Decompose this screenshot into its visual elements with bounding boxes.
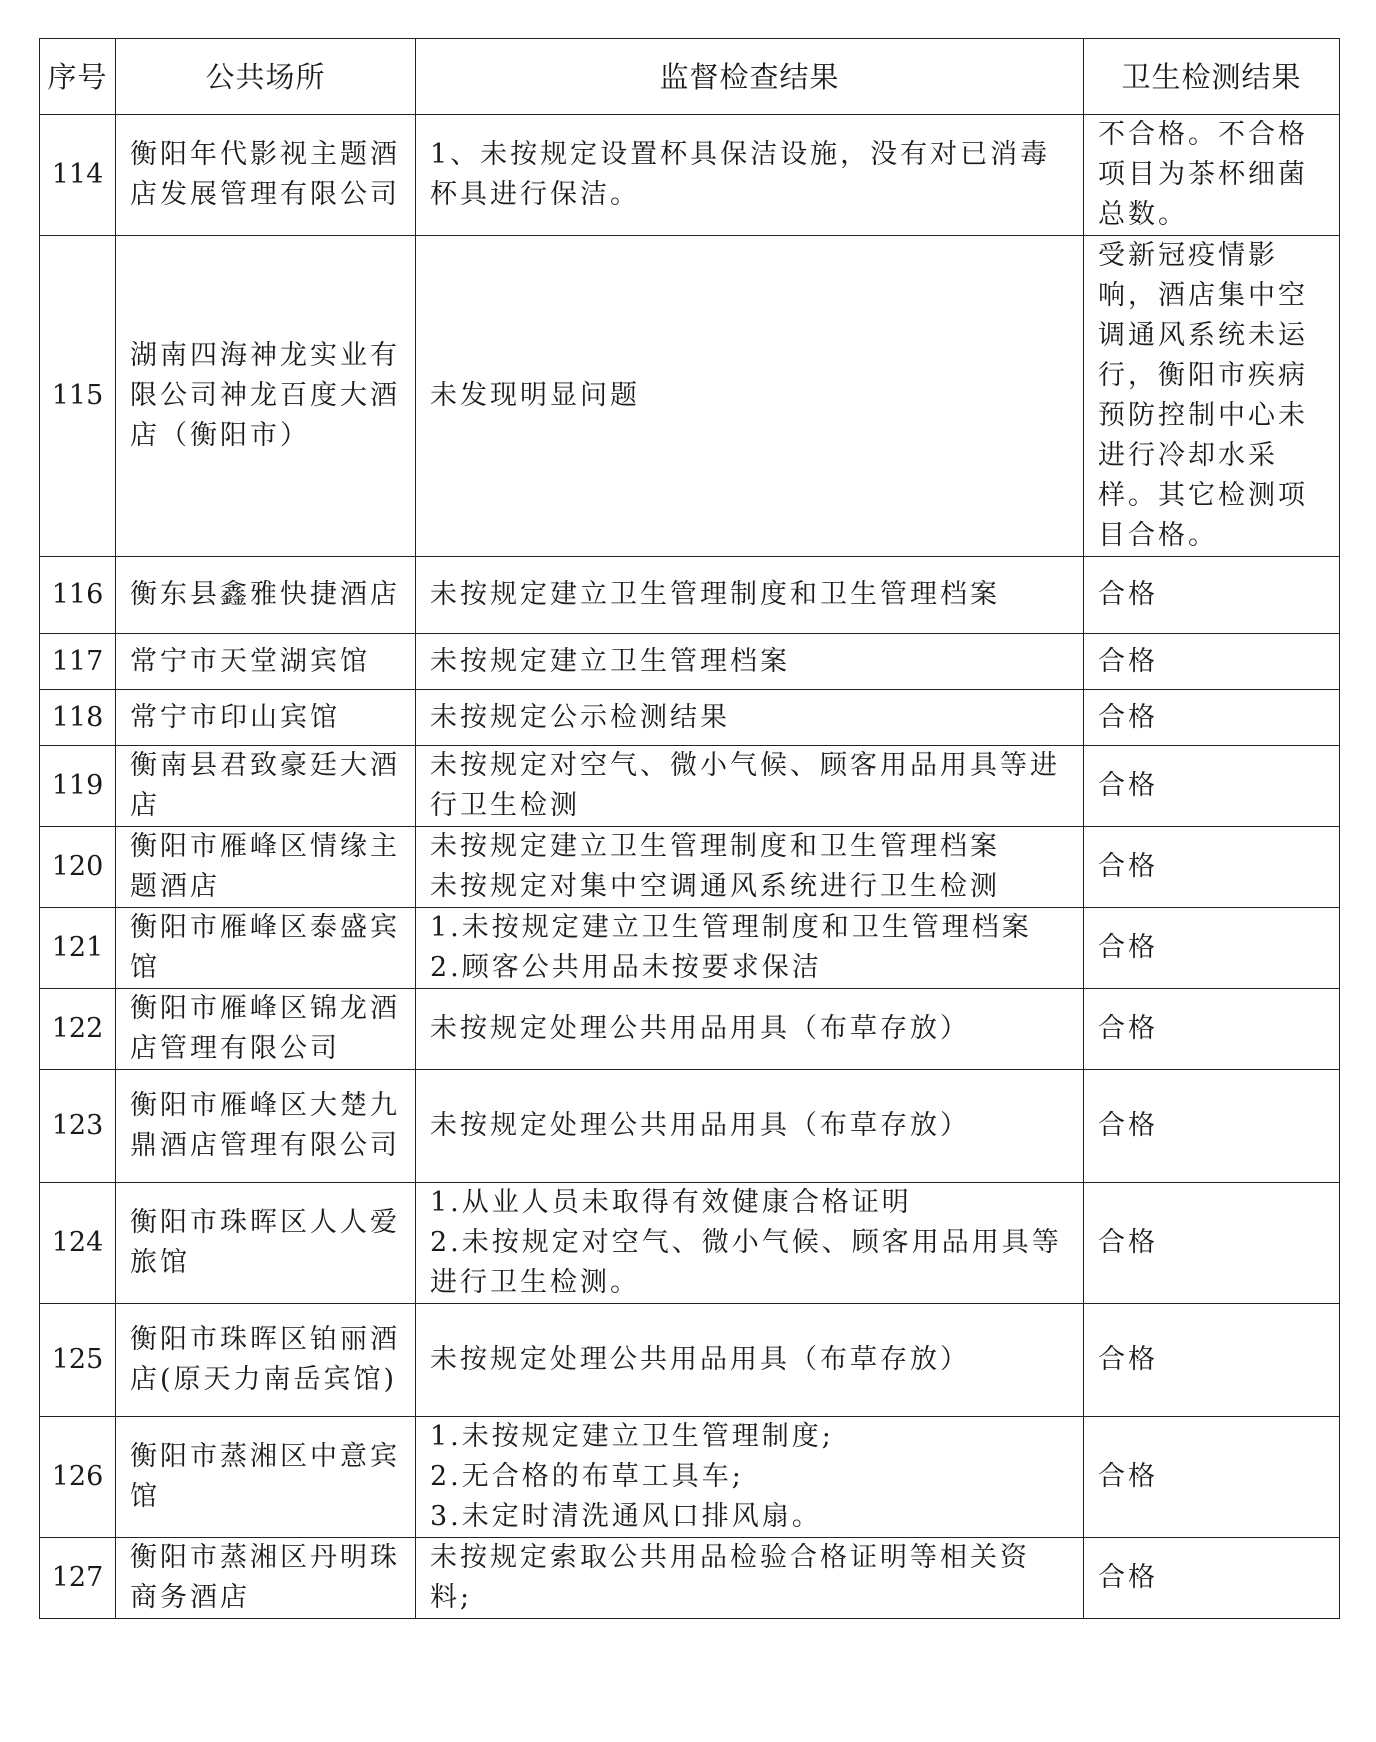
row-serial-no: 116: [40, 557, 116, 634]
row-serial-no: 115: [40, 236, 116, 557]
row-inspection-result: 未按规定处理公共用品用具（布草存放）: [416, 1070, 1084, 1183]
row-inspection-result: 1.从业人员未取得有效健康合格证明 2.未按规定对空气、微小气候、顾客用品用具等进行卫生检测。: [416, 1183, 1084, 1304]
row-inspection-result: 未发现明显问题: [416, 236, 1084, 557]
table-row: [40, 690, 1340, 746]
row-place-name: 衡阳市蒸湘区中意宾馆: [116, 1417, 416, 1538]
row-place-name: 衡东县鑫雅快捷酒店: [116, 557, 416, 634]
row-serial-no: 126: [40, 1417, 116, 1538]
table-row: [40, 989, 1340, 1070]
row-hygiene-test-result: 合格: [1084, 1304, 1340, 1417]
row-place-name: 衡阳市珠晖区人人爱旅馆: [116, 1183, 416, 1304]
table-row: [40, 1070, 1340, 1183]
row-place-name: 常宁市印山宾馆: [116, 690, 416, 746]
table-row: [40, 1417, 1340, 1538]
row-inspection-result: 未按规定公示检测结果: [416, 690, 1084, 746]
row-hygiene-test-result: 不合格。不合格项目为茶杯细菌总数。: [1084, 115, 1340, 236]
row-inspection-result: 未按规定处理公共用品用具（布草存放）: [416, 989, 1084, 1070]
row-place-name: 衡阳年代影视主题酒店发展管理有限公司: [116, 115, 416, 236]
row-inspection-result: 未按规定建立卫生管理制度和卫生管理档案 未按规定对集中空调通风系统进行卫生检测: [416, 827, 1084, 908]
table-row: [40, 236, 1340, 557]
row-inspection-result: 未按规定处理公共用品用具（布草存放）: [416, 1304, 1084, 1417]
row-inspection-result: 1、未按规定设置杯具保洁设施，没有对已消毒杯具进行保洁。: [416, 115, 1084, 236]
row-place-name: 衡南县君致豪廷大酒店: [116, 746, 416, 827]
row-hygiene-test-result: 合格: [1084, 989, 1340, 1070]
table-row: [40, 634, 1340, 690]
row-inspection-result: 1.未按规定建立卫生管理制度和卫生管理档案 2.顾客公共用品未按要求保洁: [416, 908, 1084, 989]
row-serial-no: 124: [40, 1183, 116, 1304]
row-hygiene-test-result: 合格: [1084, 908, 1340, 989]
row-place-name: 衡阳市雁峰区锦龙酒店管理有限公司: [116, 989, 416, 1070]
row-serial-no: 120: [40, 827, 116, 908]
row-inspection-result: 未按规定建立卫生管理制度和卫生管理档案: [416, 557, 1084, 634]
row-place-name: 衡阳市雁峰区大楚九鼎酒店管理有限公司: [116, 1070, 416, 1183]
row-hygiene-test-result: 受新冠疫情影响，酒店集中空调通风系统未运行，衡阳市疾病预防控制中心未进行冷却水采样。其它检测项目合格。: [1084, 236, 1340, 557]
row-serial-no: 125: [40, 1304, 116, 1417]
table-row: [40, 1538, 1340, 1619]
table-row: [40, 1304, 1340, 1417]
row-serial-no: 118: [40, 690, 116, 746]
table-row: [40, 908, 1340, 989]
row-serial-no: 117: [40, 634, 116, 690]
table-row: [40, 827, 1340, 908]
row-hygiene-test-result: 合格: [1084, 1538, 1340, 1619]
row-place-name: 衡阳市雁峰区情缘主题酒店: [116, 827, 416, 908]
row-place-name: 湖南四海神龙实业有限公司神龙百度大酒店（衡阳市）: [116, 236, 416, 557]
header-row: [40, 39, 1340, 115]
row-hygiene-test-result: 合格: [1084, 1070, 1340, 1183]
row-hygiene-test-result: 合格: [1084, 827, 1340, 908]
row-serial-no: 123: [40, 1070, 116, 1183]
row-inspection-result: 未按规定对空气、微小气候、顾客用品用具等进行卫生检测: [416, 746, 1084, 827]
row-hygiene-test-result: 合格: [1084, 746, 1340, 827]
table-row: [40, 557, 1340, 634]
row-hygiene-test-result: 合格: [1084, 634, 1340, 690]
row-place-name: 衡阳市雁峰区泰盛宾馆: [116, 908, 416, 989]
row-serial-no: 127: [40, 1538, 116, 1619]
row-hygiene-test-result: 合格: [1084, 690, 1340, 746]
table-row: [40, 115, 1340, 236]
table-row: [40, 746, 1340, 827]
header-serial-no: 序号: [40, 39, 116, 115]
table-body: [40, 115, 1340, 1619]
table-row: [40, 1183, 1340, 1304]
row-place-name: 衡阳市蒸湘区丹明珠商务酒店: [116, 1538, 416, 1619]
row-serial-no: 119: [40, 746, 116, 827]
row-hygiene-test-result: 合格: [1084, 1417, 1340, 1538]
header-hygiene-test-result: 卫生检测结果: [1084, 39, 1340, 115]
row-place-name: 衡阳市珠晖区铂丽酒店(原天力南岳宾馆): [116, 1304, 416, 1417]
row-inspection-result: 未按规定索取公共用品检验合格证明等相关资料;: [416, 1538, 1084, 1619]
header-inspection-result: 监督检查结果: [416, 39, 1084, 115]
row-serial-no: 121: [40, 908, 116, 989]
row-place-name: 常宁市天堂湖宾馆: [116, 634, 416, 690]
header-public-place: 公共场所: [116, 39, 416, 115]
row-serial-no: 114: [40, 115, 116, 236]
row-hygiene-test-result: 合格: [1084, 1183, 1340, 1304]
row-inspection-result: 1.未按规定建立卫生管理制度; 2.无合格的布草工具车; 3.未定时清洗通风口排风扇。: [416, 1417, 1084, 1538]
row-inspection-result: 未按规定建立卫生管理档案: [416, 634, 1084, 690]
inspection-table: [39, 38, 1340, 1619]
row-serial-no: 122: [40, 989, 116, 1070]
row-hygiene-test-result: 合格: [1084, 557, 1340, 634]
